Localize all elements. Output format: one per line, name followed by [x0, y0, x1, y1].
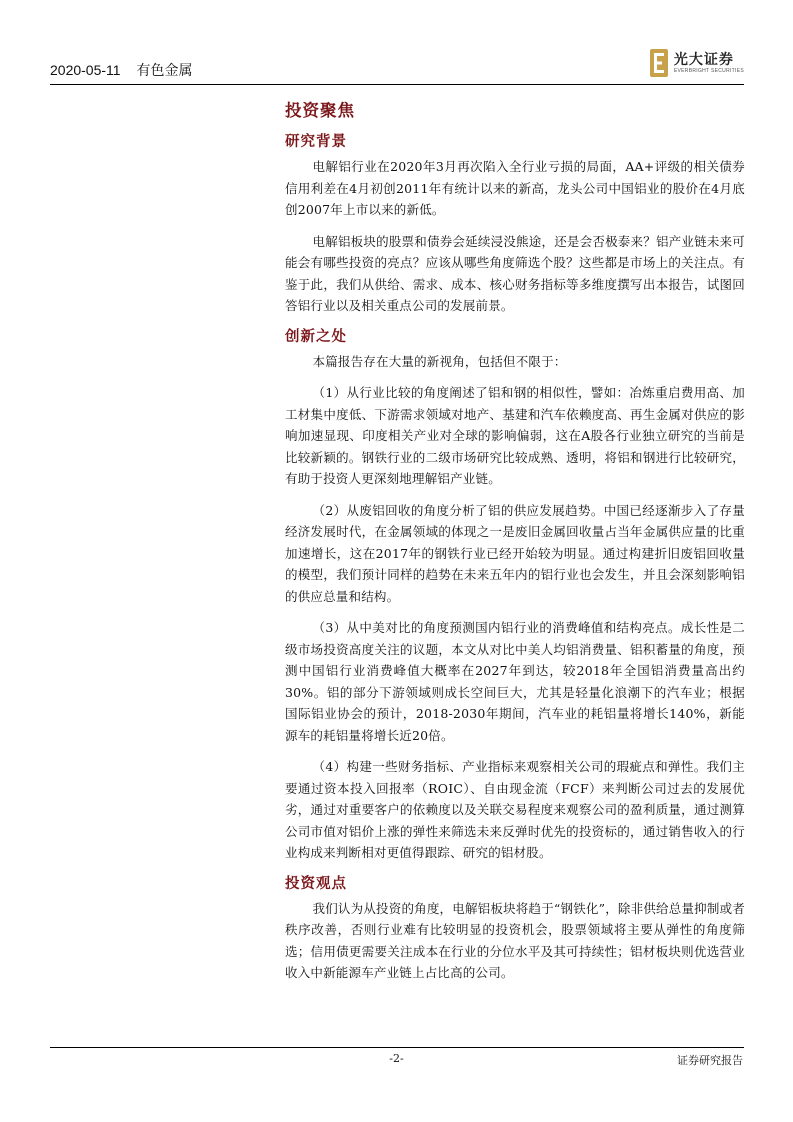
report-date: 2020-05-11: [50, 62, 121, 78]
page-header: [50, 51, 744, 82]
everbright-logo-icon: [650, 49, 668, 77]
header-divider: [50, 84, 744, 85]
report-type-label: 证券研究报告: [677, 1054, 743, 1067]
paragraph: （3）从中美对比的角度预测国内铝行业的消费峰值和结构亮点。成长性是二级市场投资高度关注的议题，本文从对比中美人均铝消费量、铝积蓄量的角度，预测中国铝行业消费峰值大概率在2027年到达，较2018年全国铝消费量高出约30%。铝的部分下游领域则成长空间巨大，尤其是轻量化浪潮下的汽车业；根据国际铝业协会的预计，2018-2030年期间，汽车业的耗铝量将增长140%，新能源车的耗铝量将增长近20倍。: [285, 620, 745, 743]
header-info: [50, 60, 192, 80]
main-content: [285, 100, 745, 984]
paragraph: （1）从行业比较的角度阐述了铝和钢的相似性，譬如：冶炼重启费用高、加工材集中度低、下游需求领域对地产、基建和汽车依赖度高、再生金属对供应的影响加速显现、印度相关产业对全球的影响偏弱，这在A股各行业独立研究的当前是比较新颖的。钢铁行业的二级市场研究比较成熟、透明，将铝和钢进行比较研究，有助于投资人更深刻地理解铝产业链。: [285, 385, 745, 486]
paragraph: （4）构建一些财务指标、产业指标来观察相关公司的瑕疵点和弹性。我们主要通过资本投入回报率（ROIC）、自由现金流（FCF）来判断公司过去的发展优劣，通过对重要客户的依赖度以及关联交易程度来观察公司的盈利质量，通过测算公司市值对铝价上涨的弹性来筛选未来反弹时优先的投资标的，通过销售收入的行业构成来判断相对更值得跟踪、研究的铝材股。: [285, 759, 745, 860]
page-number: -2-: [389, 1052, 404, 1065]
paragraph: 电解铝行业在2020年3月再次陷入全行业亏损的局面，AA+评级的相关债券信用利差在4月初创2011年有统计以来的新高，龙头公司中国铝业的股价在4月底创2007年上市以来的新低。: [285, 159, 745, 217]
heading-research-background: 研究背景: [285, 133, 347, 150]
paragraph: 电解铝板块的股票和债券会延续浸没熊途，还是会否极泰来？铝产业链未来可能会有哪些投资的亮点？应该从哪些角度筛选个股？这些都是市场上的关注点。有鉴于此，我们从供给、需求、成本、核心财务指标等多维度撰写出本报告，试图回答铝行业以及相关重点公司的发展前景。: [285, 233, 745, 313]
heading-innovation: 创新之处: [285, 327, 347, 345]
logo-text-en: EVERBRIGHT SECURITIES: [673, 67, 744, 74]
heading-investment-view: 投资观点: [285, 874, 347, 892]
paragraph: 本篇报告存在大量的新视角，包括但不限于：: [312, 353, 567, 369]
page-title: 投资聚焦: [285, 101, 355, 120]
paragraph: 我们认为从投资的角度，电解铝板块将趋于“钢铁化”，除非供给总量抑制或者秩序改善，否则行业难有比较明显的投资机会，股票领域将主要从弹性的角度筛选；信用债更需要关注成本在行业的分位水平及其可持续性；铝材板块则优选营业收入中新能源车产业链上占比高的公司。: [285, 900, 745, 980]
company-logo: [650, 48, 744, 78]
logo-text-cn: 光大证券: [673, 51, 734, 68]
industry-label: 有色金属: [136, 62, 193, 78]
footer-divider: [50, 1047, 744, 1048]
paragraph: （2）从废铝回收的角度分析了铝的供应发展趋势。中国已经逐渐步入了存量经济发展时代，在金属领域的体现之一是废旧金属回收量占当年金属供应量的比重加速增长，这在2017年的钢铁行业已经开始较为明显。通过构建折旧废铝回收量的模型，我们预计同样的趋势在未来五年内的铝行业也会发生，并且会深刻影响铝的供应总量和结构。: [285, 502, 745, 604]
